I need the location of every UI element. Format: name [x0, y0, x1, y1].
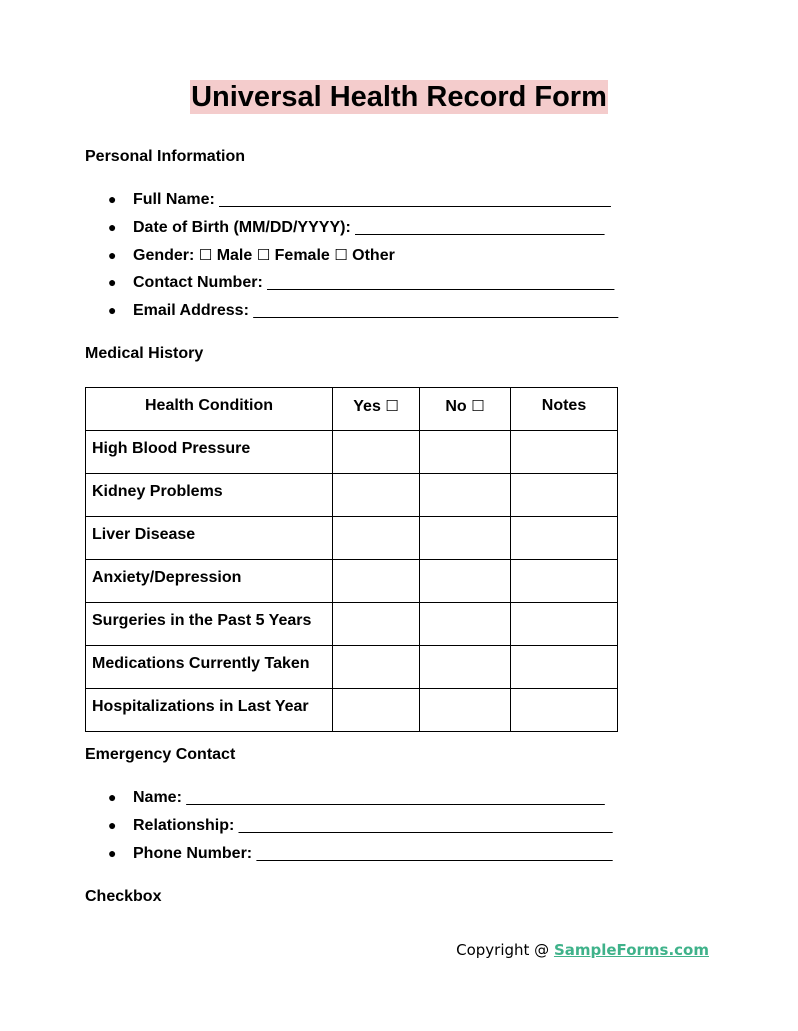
field-label: Gender:: [133, 246, 195, 264]
no-cell[interactable]: [420, 603, 511, 646]
yes-cell[interactable]: [333, 560, 420, 603]
checkbox-heading: Checkbox: [85, 888, 162, 905]
brand-link[interactable]: SampleForms.com: [553, 941, 709, 959]
table-row: [86, 689, 618, 732]
condition-cell: High Blood Pressure: [86, 431, 333, 474]
ec-name-field[interactable]: _______________________________________________: [186, 789, 605, 806]
no-cell[interactable]: [420, 646, 511, 689]
email-field[interactable]: _________________________________________: [253, 302, 619, 320]
col-no: [420, 388, 511, 431]
gender-other-label: Other: [352, 246, 395, 264]
col-yes-label: Yes: [353, 398, 381, 415]
bullet-icon: ●: [108, 789, 117, 805]
field-label: Full Name:: [133, 191, 215, 208]
list-item-ec-phone: [108, 840, 613, 868]
gender-male-checkbox[interactable]: ☐: [198, 245, 213, 264]
yes-cell[interactable]: [333, 517, 420, 560]
emergency-contact-list: [108, 784, 613, 867]
notes-cell[interactable]: [511, 646, 618, 689]
field-label: Phone Number:: [133, 844, 253, 862]
table-header-row: [86, 388, 618, 431]
bullet-icon: ●: [108, 218, 117, 235]
bullet-icon: ●: [108, 302, 117, 319]
notes-cell[interactable]: [511, 560, 618, 603]
medical-history-table: [85, 387, 618, 732]
notes-cell[interactable]: [511, 517, 618, 560]
yes-cell[interactable]: [333, 689, 420, 732]
condition-cell: Surgeries in the Past 5 Years: [86, 603, 333, 646]
list-item-email: [108, 297, 618, 325]
emergency-contact-heading: Emergency Contact: [85, 746, 236, 763]
full-name-field[interactable]: ____________________________________________: [219, 191, 611, 208]
condition-cell: Medications Currently Taken: [86, 646, 333, 689]
list-item-full-name: [108, 186, 618, 214]
col-health-condition: Health Condition: [86, 388, 333, 431]
checkbox-icon: ☐: [385, 397, 399, 415]
contact-number-field[interactable]: _______________________________________: [267, 274, 615, 292]
table-row: [86, 517, 618, 560]
personal-info-heading: Personal Information: [85, 148, 246, 165]
bullet-icon: ●: [108, 816, 117, 833]
title-wrap: [0, 80, 798, 114]
gender-female-label: Female: [274, 246, 330, 264]
no-cell[interactable]: [420, 560, 511, 603]
col-notes: Notes: [511, 388, 618, 431]
notes-cell[interactable]: [511, 689, 618, 732]
ec-relationship-field[interactable]: __________________________________________: [238, 816, 613, 834]
field-label: Contact Number:: [133, 274, 263, 292]
condition-cell: Liver Disease: [86, 517, 333, 560]
copyright-text: Copyright @: [456, 941, 554, 959]
field-label: Email Address:: [133, 302, 249, 320]
bullet-icon: ●: [108, 246, 117, 263]
col-yes: [333, 388, 420, 431]
yes-cell[interactable]: [333, 431, 420, 474]
copyright-footer: [456, 941, 709, 959]
condition-cell: Anxiety/Depression: [86, 560, 333, 603]
gender-other-checkbox[interactable]: ☐: [334, 245, 348, 264]
table-row: [86, 603, 618, 646]
list-item-dob: [108, 214, 618, 242]
condition-cell: Kidney Problems: [86, 474, 333, 517]
no-cell[interactable]: [420, 517, 511, 560]
gender-male-label: Male: [216, 246, 253, 264]
medical-history-heading: Medical History: [85, 345, 204, 362]
gender-female-checkbox[interactable]: ☐: [256, 245, 271, 264]
list-item-ec-relationship: [108, 812, 613, 840]
yes-cell[interactable]: [333, 603, 420, 646]
yes-cell[interactable]: [333, 474, 420, 517]
personal-info-list: [108, 186, 618, 325]
no-cell[interactable]: [420, 689, 511, 732]
notes-cell[interactable]: [511, 431, 618, 474]
no-cell[interactable]: [420, 431, 511, 474]
table-row: [86, 431, 618, 474]
notes-cell[interactable]: [511, 474, 618, 517]
page-title: Universal Health Record Form: [191, 81, 607, 113]
field-label: Name:: [133, 789, 182, 806]
bullet-icon: ●: [108, 274, 117, 291]
field-label: Relationship:: [133, 816, 235, 834]
no-cell[interactable]: [420, 474, 511, 517]
list-item-gender: [108, 242, 618, 270]
ec-phone-field[interactable]: ________________________________________: [256, 844, 613, 862]
checkbox-icon: ☐: [471, 397, 485, 415]
list-item-contact-number: [108, 269, 618, 297]
yes-cell[interactable]: [333, 646, 420, 689]
table-row: [86, 474, 618, 517]
col-no-label: No: [445, 398, 467, 415]
table-row: [86, 646, 618, 689]
dob-field[interactable]: ____________________________: [355, 218, 605, 236]
list-item-ec-name: [108, 784, 613, 812]
field-label: Date of Birth (MM/DD/YYYY):: [133, 218, 351, 236]
bullet-icon: ●: [108, 191, 117, 207]
condition-cell: Hospitalizations in Last Year: [86, 689, 333, 732]
table-row: [86, 560, 618, 603]
bullet-icon: ●: [108, 844, 117, 861]
notes-cell[interactable]: [511, 603, 618, 646]
